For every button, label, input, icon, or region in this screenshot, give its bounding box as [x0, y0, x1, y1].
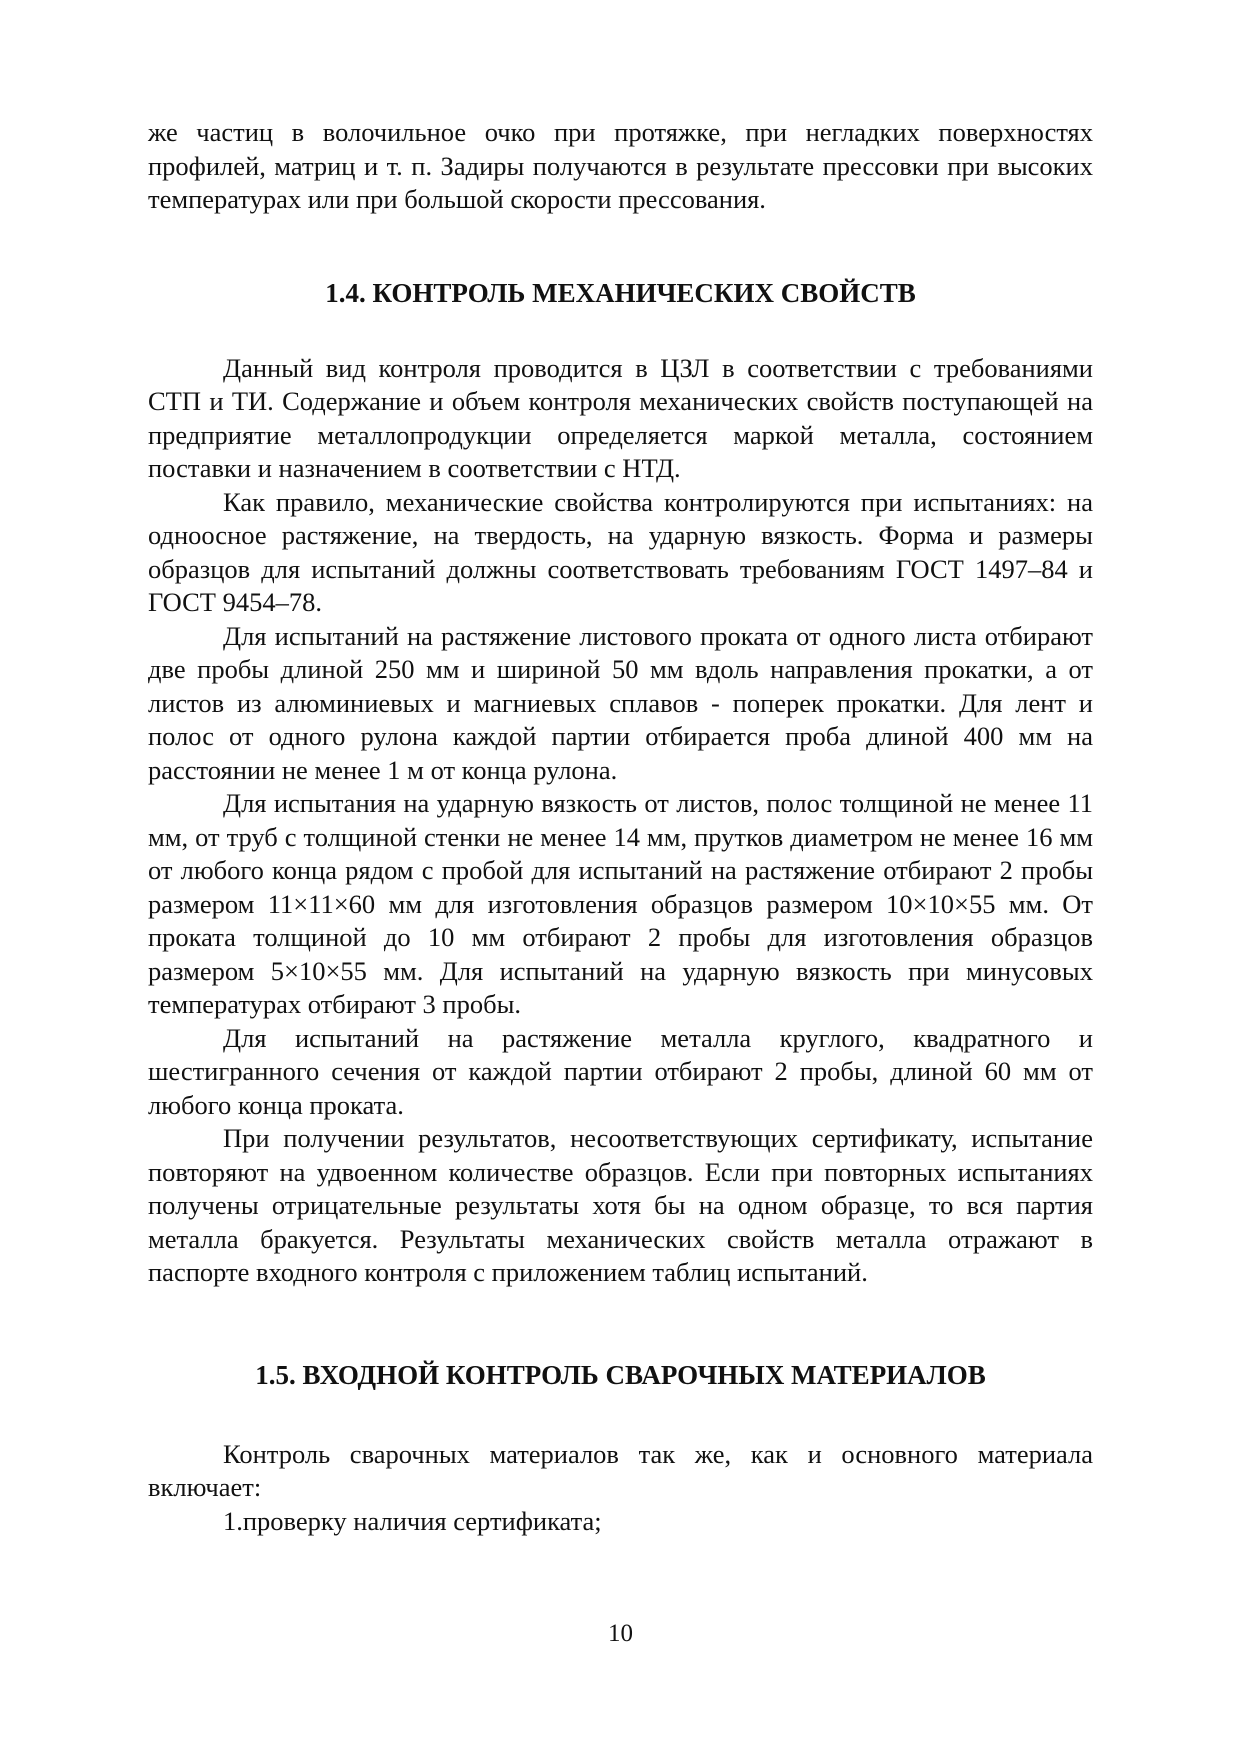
page-number: 10: [608, 1620, 633, 1647]
paragraph-1-4-3: Для испытаний на растяжение листового проката от одного листа отбирают две пробы длиной 250 мм и шириной 50 мм вдоль направления прокатки, а от листов из алюминиевых и магниевых сплавов - поперек прокатки. Для лент и полос от одного рулона каждой партии отбирается проба длиной 400 мм на расстоянии не менее 1 м от конца рулона.: [148, 620, 1093, 785]
list-item-1: 1.проверку наличия сертификата;: [223, 1505, 602, 1536]
paragraph-1-4-1: Данный вид контроля проводится в ЦЗЛ в соответствии с требованиями СТП и ТИ. Содержание и объем контроля механических свойств поступающей на предприятие металлопродукции определяется маркой металла, состоянием поставки и назначением в соответствии с НТД.: [148, 352, 1093, 483]
section-heading-1-4: 1.4. КОНТРОЛЬ МЕХАНИЧЕСКИХ СВОЙСТВ: [325, 277, 916, 308]
document-page: [148, 116, 1093, 1538]
section-1-4-body: [148, 352, 1093, 1290]
paragraph-1-4-4: Для испытания на ударную вязкость от листов, полос толщиной не менее 11 мм, от труб с толщиной стенки не менее 14 мм, прутков диаметром не менее 16 мм от любого конца рядом с пробой для испытаний на растяжение отбирают 2 пробы размером 11×11×60 мм для изготовления образцов размером 10×10×55 мм. От проката толщиной до 10 мм отбирают 2 пробы для изготовления образцов размером 5×10×55 мм. Для испытаний на ударную вязкость при минусовых температурах отбирают 3 пробы.: [148, 788, 1093, 1019]
paragraph-1-4-6: При получении результатов, несоответствующих сертификату, испытание повторяют на удвоенном количестве образцов. Если при повторных испытаниях получены отрицательные результаты хотя бы на одном образце, то вся партия металла бракуется. Результаты механических свойств металла отражают в паспорте входного контроля с приложением таблиц испытаний.: [148, 1123, 1093, 1287]
intro-paragraph: же частиц в волочильное очко при протяжке, при негладких поверхностях профилей, матриц и т. п. Задиры получаются в результате прессовки при высоких температурах или при большой скорости прессования.: [148, 117, 1093, 214]
paragraph-1-4-2: Как правило, механические свойства контролируются при испытаниях: на одноосное растяжение, на твердость, на ударную вязкость. Форма и размеры образцов для испытаний должны соответствовать требованиям ГОСТ 1497–84 и ГОСТ 9454–78.: [148, 486, 1093, 617]
section-heading-1-5: 1.5. ВХОДНОЙ КОНТРОЛЬ СВАРОЧНЫХ МАТЕРИАЛОВ: [255, 1359, 986, 1390]
section-1-5-body: [148, 1438, 1093, 1539]
paragraph-1-5-1: Контроль сварочных материалов так же, как и основного материала включает:: [148, 1438, 1093, 1502]
paragraph-1-4-5: Для испытаний на растяжение металла круглого, квадратного и шестигранного сечения от каждой партии отбирают 2 пробы, длиной 60 мм от любого конца проката.: [148, 1022, 1093, 1120]
